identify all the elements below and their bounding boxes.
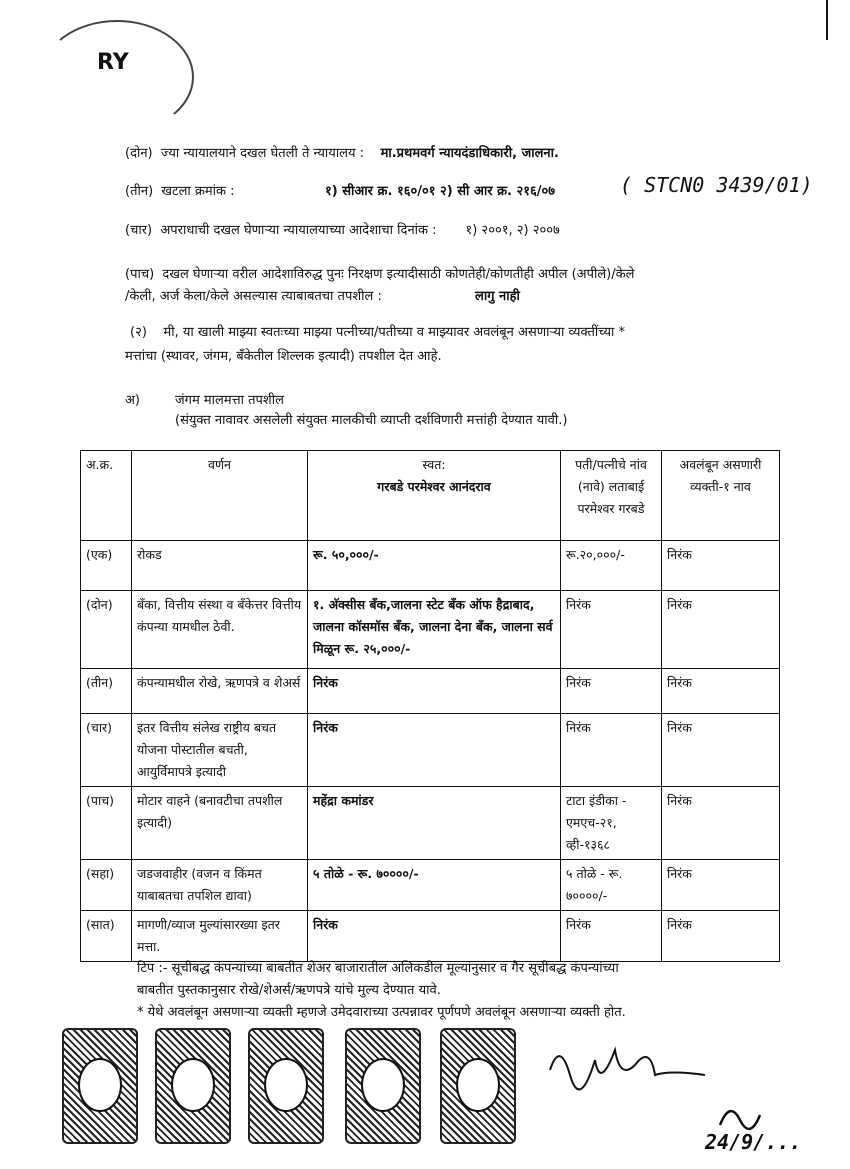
row-number: (दोन) xyxy=(81,591,132,669)
row-number: (सात) xyxy=(81,911,132,962)
table-row xyxy=(81,669,780,714)
self-value: १. अ‍ॅक्सीस बँक,जालना स्टेट बँक ऑफ हैद्राबाद, जालना कॉसमॉस बँक, जालना देना बँक, जालना सर्व मिळून रू. २५,०००/- xyxy=(308,591,561,669)
para-two: (२) मी, या खाली माझ्या स्वतःच्या माझ्या पत्नीच्या/पतीच्या व माझ्यावर अवलंबून असणाऱ्या व्यक्तींच्या * xyxy=(130,325,625,340)
dependent-value: निरंक xyxy=(662,787,780,860)
row-number: (पाच) xyxy=(81,787,132,860)
movable-assets-table xyxy=(80,450,780,962)
para-two-cont: मत्तांचा (स्थावर, जंगम, बँकेतील शिल्लक इत्यादी) तपशील देत आहे. xyxy=(125,349,442,364)
spouse-value: निरंक xyxy=(561,911,662,962)
row-description: जडजवाहीर (वजन व किंमत याबाबतचा तपशिल द्यावा) xyxy=(132,860,308,911)
dependent-value: निरंक xyxy=(662,714,780,787)
item-five-cont: /केली, अर्ज केला/केले असल्यास त्याबाबतचा तपशील : लागु नाही xyxy=(125,289,520,304)
item-five: (पाच) दखल घेणाऱ्या वरील आदेशाविरुद्ध पुनः निरक्षण इत्यादीसाठी कोणतेही/कोणतीही अपील (अपीले)/केले xyxy=(125,267,635,282)
section-a-note: (संयुक्त नावावर असलेली संयुक्त मालकीची व्याप्ती दर्शविणारी मत्तांही देण्यात यावी.) xyxy=(175,413,568,428)
dependent-value: निरंक xyxy=(662,591,780,669)
row-description: मागणी/व्याज मुल्यांसारख्या इतर मत्ता. xyxy=(132,911,308,962)
self-value: निरंक xyxy=(308,714,561,787)
table-row xyxy=(81,860,780,911)
row-description: इतर वित्तीय संलेख राष्ट्रीय बचत योजना पोस्टातील बचती, आयुर्विमापत्रे इत्यादी xyxy=(132,714,308,787)
self-value: महेंद्रा कमांडर xyxy=(308,787,561,860)
self-value: निरंक xyxy=(308,669,561,714)
page-edge xyxy=(826,0,828,40)
dependent-value: निरंक xyxy=(662,541,780,591)
item-two: (दोन) ज्या न्यायालयाने दखल घेतली ते न्यायालय : मा.प्रथमवर्ग न्यायदंडाधिकारी, जालना. xyxy=(125,146,559,161)
table-row xyxy=(81,541,780,591)
spouse-value: ५ तोळे - रू. ७००००/- xyxy=(561,860,662,911)
table-row xyxy=(81,714,780,787)
item-four: (चार) अपराधाची दखल घेणाऱ्या न्यायालयाच्या आदेशाचा दिनांक : १) २००१, २) २००७ xyxy=(125,223,560,238)
row-description: रोकड xyxy=(132,541,308,591)
revenue-stamp xyxy=(248,1028,324,1144)
spouse-value: निरंक xyxy=(561,669,662,714)
revenue-stamp xyxy=(345,1028,421,1144)
revenue-stamp xyxy=(440,1028,516,1144)
row-number: (एक) xyxy=(81,541,132,591)
handwritten-case-number: ( STCN0 3439/01) xyxy=(620,173,813,197)
self-value: रू. ५०,०००/- xyxy=(308,541,561,591)
row-description: बँका, वित्तीय संस्था व बँकेत्तर वित्तीय कंपन्या यामधील ठेवी. xyxy=(132,591,308,669)
row-number: (तीन) xyxy=(81,669,132,714)
dependent-value: निरंक xyxy=(662,911,780,962)
revenue-stamp xyxy=(62,1028,138,1144)
initials xyxy=(715,1095,765,1135)
self-value: ५ तोळे - रू. ७००००/- xyxy=(308,860,561,911)
row-number: (चार) xyxy=(81,714,132,787)
revenue-stamp xyxy=(155,1028,231,1144)
spouse-value: निरंक xyxy=(561,591,662,669)
row-description: मोटार वाहने (बनावटीचा तपशील इत्यादी) xyxy=(132,787,308,860)
self-value: निरंक xyxy=(308,911,561,962)
footnote-tip-cont: बाबतीत पुस्तकानुसार रोखे/शेअर्स/ऋणपत्रे यांचे मुल्य देण्यात यावे. xyxy=(137,983,441,998)
footnote-dependent: * येथे अवलंबून असणाऱ्या व्यक्ती म्हणजे उमेदवाराच्या उत्पन्नावर पूर्णपणे अवलंबून असणाऱ्या व्यक्ती होत. xyxy=(137,1005,626,1020)
dependent-value: निरंक xyxy=(662,860,780,911)
seal-text: RY xyxy=(97,50,129,75)
table-header: अ.क्र. वर्णन स्वत: गरबडे परमेश्वर आनंदराव पती/पत्नीचे नांव (नावे) लताबाई परमेश्वर गरबडे अवलंबून असणारी व्यक्ती-१ नाव xyxy=(81,451,780,541)
spouse-value: रू.२०,०००/- xyxy=(561,541,662,591)
round-seal xyxy=(40,20,194,134)
item-three: (तीन) खटला क्रमांक : १) सीआर क्र. १६०/०१ २) सी आर क्र. २१६/०७ ( STCN0 3439/01) xyxy=(125,173,813,199)
signature xyxy=(540,1030,710,1100)
table-row xyxy=(81,787,780,860)
footnote-tip: टिप :- सूचीबद्ध कंपन्यांच्या बाबतीत शेअर बाजारातील अलिकडील मूल्यांनुसार व गैर सूचीबद्ध कंपन्यांच्या xyxy=(137,961,619,976)
dependent-value: निरंक xyxy=(662,669,780,714)
table-row xyxy=(81,591,780,669)
row-number: (सहा) xyxy=(81,860,132,911)
spouse-value: निरंक xyxy=(561,714,662,787)
row-description: कंपन्यामधील रोखे, ऋणपत्रे व शेअर्स xyxy=(132,669,308,714)
section-a-heading: अ) जंगम मालमत्ता तपशील xyxy=(125,393,284,408)
handwritten-date: 24/9/... xyxy=(705,1130,802,1154)
table-row xyxy=(81,911,780,962)
spouse-value: टाटा इंडीका - एमएच-२१, व्ही-१३६८ xyxy=(561,787,662,860)
